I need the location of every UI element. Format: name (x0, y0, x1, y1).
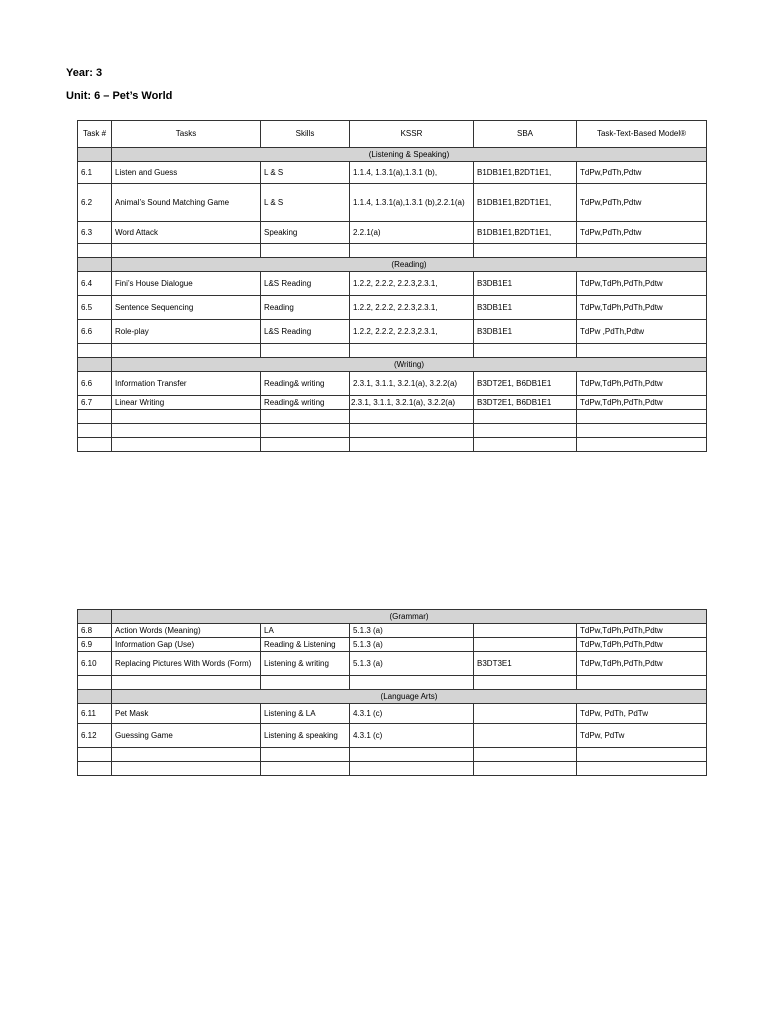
section-title: (Reading) (112, 258, 707, 272)
task-number: 6.4 (78, 272, 112, 296)
table-row (78, 162, 707, 184)
task-sba: B3DT2E1, B6DB1E1 (474, 372, 577, 396)
task-skills: L & S (261, 162, 350, 184)
empty-row (78, 676, 707, 690)
task-sba: B3DT2E1, B6DB1E1 (474, 396, 577, 410)
table-row (78, 704, 707, 724)
task-model: TdPw,TdPh,PdTh,Pdtw (577, 396, 707, 410)
section-row-listening-speaking (78, 148, 707, 162)
task-skills: Listening & writing (261, 652, 350, 676)
task-kssr: 1.1.4, 1.3.1(a),1.3.1 (b),2.2.1(a) (350, 184, 474, 222)
task-number: 6.10 (78, 652, 112, 676)
table-row (78, 724, 707, 748)
task-sba: B1DB1E1,B2DT1E1, (474, 162, 577, 184)
empty-row (78, 344, 707, 358)
task-sba: B1DB1E1,B2DT1E1, (474, 184, 577, 222)
empty-row (78, 762, 707, 776)
task-model: TdPw, PdTw (577, 724, 707, 748)
section-row-language-arts (78, 690, 707, 704)
task-number: 6.5 (78, 296, 112, 320)
task-kssr: 5.1.3 (a) (350, 638, 474, 652)
empty-row (78, 410, 707, 424)
task-sba (474, 624, 577, 638)
task-skills: Speaking (261, 222, 350, 244)
task-name: Action Words (Meaning) (112, 624, 261, 638)
table-row (78, 638, 707, 652)
col-header-task-no: Task # (78, 121, 112, 148)
table-row (78, 624, 707, 638)
table-row (78, 222, 707, 244)
task-name: Replacing Pictures With Words (Form) (112, 652, 261, 676)
task-model: TdPw,PdTh,Pdtw (577, 222, 707, 244)
task-number: 6.8 (78, 624, 112, 638)
task-kssr: 4.3.1 (c) (350, 704, 474, 724)
task-name: Information Gap (Use) (112, 638, 261, 652)
task-table-2 (77, 609, 707, 776)
task-model: TdPw,TdPh,PdTh,Pdtw (577, 638, 707, 652)
task-kssr: 5.1.3 (a) (350, 624, 474, 638)
task-kssr: 1.2.2, 2.2.2, 2.2.3,2.3.1, (350, 296, 474, 320)
task-number: 6.7 (78, 396, 112, 410)
table-row (78, 372, 707, 396)
table-row (78, 652, 707, 676)
task-number: 6.2 (78, 184, 112, 222)
task-name: Fini’s House Dialogue (112, 272, 261, 296)
col-header-model: Task-Text-Based Model® (577, 121, 707, 148)
empty-row (78, 244, 707, 258)
task-kssr: 1.2.2, 2.2.2, 2.2.3,2.3.1, (350, 320, 474, 344)
task-kssr: 4.3.1 (c) (350, 724, 474, 748)
task-kssr: 2.3.1, 3.1.1, 3.2.1(a), 3.2.2(a) (350, 372, 474, 396)
task-name: Linear Writing (112, 396, 261, 410)
year-heading: Year: 3 (66, 67, 103, 79)
task-sba (474, 638, 577, 652)
header-row (78, 121, 707, 148)
task-model: TdPw ,PdTh,Pdtw (577, 320, 707, 344)
task-number: 6.1 (78, 162, 112, 184)
task-skills: Reading (261, 296, 350, 320)
table-row (78, 396, 707, 410)
task-sba (474, 724, 577, 748)
table-row (78, 184, 707, 222)
empty-row (78, 438, 707, 452)
task-model: TdPw,PdTh,Pdtw (577, 162, 707, 184)
task-name: Information Transfer (112, 372, 261, 396)
task-number: 6.6 (78, 320, 112, 344)
task-name: Pet Mask (112, 704, 261, 724)
task-name: Role-play (112, 320, 261, 344)
task-model: TdPw,TdPh,PdTh,Pdtw (577, 652, 707, 676)
section-row-writing (78, 358, 707, 372)
section-title: (Listening & Speaking) (112, 148, 707, 162)
empty-row (78, 748, 707, 762)
task-sba: B3DT3E1 (474, 652, 577, 676)
task-sba: B3DB1E1 (474, 272, 577, 296)
task-number: 6.3 (78, 222, 112, 244)
empty-row (78, 424, 707, 438)
col-header-sba: SBA (474, 121, 577, 148)
col-header-kssr: KSSR (350, 121, 474, 148)
task-sba (474, 704, 577, 724)
task-number: 6.6 (78, 372, 112, 396)
col-header-tasks: Tasks (112, 121, 261, 148)
task-name: Listen and Guess (112, 162, 261, 184)
task-model: TdPw,TdPh,PdTh,Pdtw (577, 272, 707, 296)
table-row (78, 320, 707, 344)
task-table-1 (77, 120, 707, 452)
task-name: Animal’s Sound Matching Game (112, 184, 261, 222)
table-row (78, 272, 707, 296)
task-number: 6.12 (78, 724, 112, 748)
task-name: Guessing Game (112, 724, 261, 748)
task-skills: Listening & LA (261, 704, 350, 724)
task-skills: L&S Reading (261, 272, 350, 296)
task-skills: Listening & speaking (261, 724, 350, 748)
task-model: TdPw, PdTh, PdTw (577, 704, 707, 724)
section-title: (Language Arts) (112, 690, 707, 704)
task-number: 6.9 (78, 638, 112, 652)
task-skills: Reading & Listening (261, 638, 350, 652)
task-kssr: 1.1.4, 1.3.1(a),1.3.1 (b), (350, 162, 474, 184)
task-skills: LA (261, 624, 350, 638)
task-model: TdPw,TdPh,PdTh,Pdtw (577, 372, 707, 396)
task-name: Sentence Sequencing (112, 296, 261, 320)
section-row-reading (78, 258, 707, 272)
task-model: TdPw,TdPh,PdTh,Pdtw (577, 624, 707, 638)
task-kssr: 5.1.3 (a) (350, 652, 474, 676)
task-model: TdPw,TdPh,PdTh,Pdtw (577, 296, 707, 320)
section-title: (Writing) (112, 358, 707, 372)
task-kssr: 2.3.1, 3.1.1, 3.2.1(a), 3.2.2(a) (350, 396, 474, 410)
task-model: TdPw,PdTh,Pdtw (577, 184, 707, 222)
task-sba: B1DB1E1,B2DT1E1, (474, 222, 577, 244)
task-skills: Reading& writing (261, 396, 350, 410)
task-skills: Reading& writing (261, 372, 350, 396)
col-header-skills: Skills (261, 121, 350, 148)
task-number: 6.11 (78, 704, 112, 724)
task-sba: B3DB1E1 (474, 296, 577, 320)
task-skills: L & S (261, 184, 350, 222)
unit-heading: Unit: 6 – Pet’s World (66, 90, 173, 102)
task-skills: L&S Reading (261, 320, 350, 344)
task-sba: B3DB1E1 (474, 320, 577, 344)
section-row-grammar (78, 610, 707, 624)
task-kssr: 1.2.2, 2.2.2, 2.2.3,2.3.1, (350, 272, 474, 296)
task-kssr: 2.2.1(a) (350, 222, 474, 244)
task-name: Word Attack (112, 222, 261, 244)
table-row (78, 296, 707, 320)
section-title: (Grammar) (112, 610, 707, 624)
